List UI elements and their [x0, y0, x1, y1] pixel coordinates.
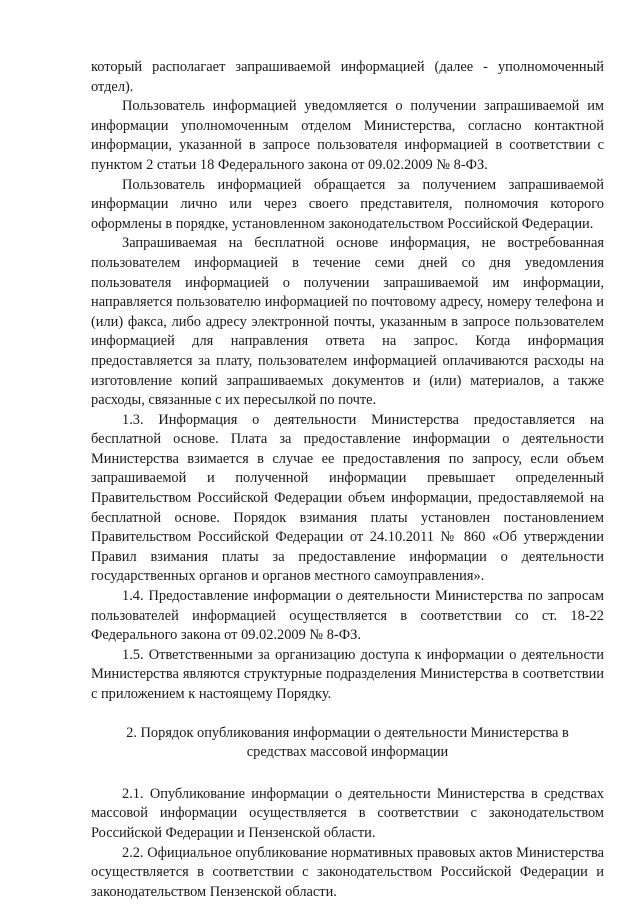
- paragraph-continuation: который располагает запрашиваемой информацией (далее - уполномоченный отдел).: [91, 59, 604, 95]
- clause-1-5: 1.5. Ответственными за организацию доступа к информации о деятельности Министерства являются структурные подразделения Министерства в соответствии с приложением к настоящему Порядку.: [91, 646, 604, 702]
- paragraph-unclaimed-info: Запрашиваемая на бесплатной основе информация, не востребованная пользователем информацией в течение семи дней со дня уведомления пользователя информацией о получении запрашиваемой им информации, направляется пользователю информацией по почтовому адресу, номеру телефона и (или) факса, либо адресу электронной почты, указанным в запросе пользователем информацией для направления ответа на запрос. Когда информация предоставляется за плату, пользователем информацией оплачиваются расходы на изготовление копий запрашиваемых документов и (или) материалов, а также расходы, связанные с их пересылкой по почте.: [91, 235, 604, 409]
- paragraph-notification: Пользователь информацией уведомляется о получении запрашиваемой им информации уполномоченным отделом Министерства, согласно контактной информации, указанной в запросе пользователя информацией в соответствии с пунктом 2 статьи 18 Федерального закона от 09.02.2009 № 8-ФЗ.: [91, 98, 604, 173]
- clause-2-2: 2.2. Официальное опубликование нормативных правовых актов Министерства осуществляется в соответствии с законодательством Российской Федерации и законодательством Пензенской области.: [91, 844, 604, 900]
- section-2-heading: 2. Порядок опубликования информации о деятельности Министерства в средствах массовой информации: [126, 724, 569, 761]
- clause-2-1: 2.1. Опубликование информации о деятельности Министерства в средствах массовой информации осуществляется в соответствии с законодательством Российской Федерации и Пензенской области.: [91, 785, 604, 841]
- clause-1-3: 1.3. Информация о деятельности Министерства предоставляется на бесплатной основе. Плата за предоставление информации о деятельности Министерства взимается в случае ее предоставления по запросу, если объем запрашиваемой и полученной информации превышает определенный Правительством Российской Федерации объем информации, предоставляемой на бесплатной основе. Порядок взимания платы установлен постановлением Правительством Российской Федерации от 24.10.2011 № 860 «Об утверждении Правил взимания платы за предоставление информации о деятельности государственных органов и органов местного самоуправления».: [91, 411, 604, 585]
- clause-1-4: 1.4. Предоставление информации о деятельности Министерства по запросам пользователей информацией осуществляется в соответствии со ст. 18-22 Федерального закона от 09.02.2009 № 8-ФЗ.: [91, 588, 604, 644]
- paragraph-personal-receipt: Пользователь информацией обращается за получением запрашиваемой информации лично или через своего представителя, полномочия которого оформлены в порядке, установленном законодательством Российской Федерации.: [91, 176, 604, 232]
